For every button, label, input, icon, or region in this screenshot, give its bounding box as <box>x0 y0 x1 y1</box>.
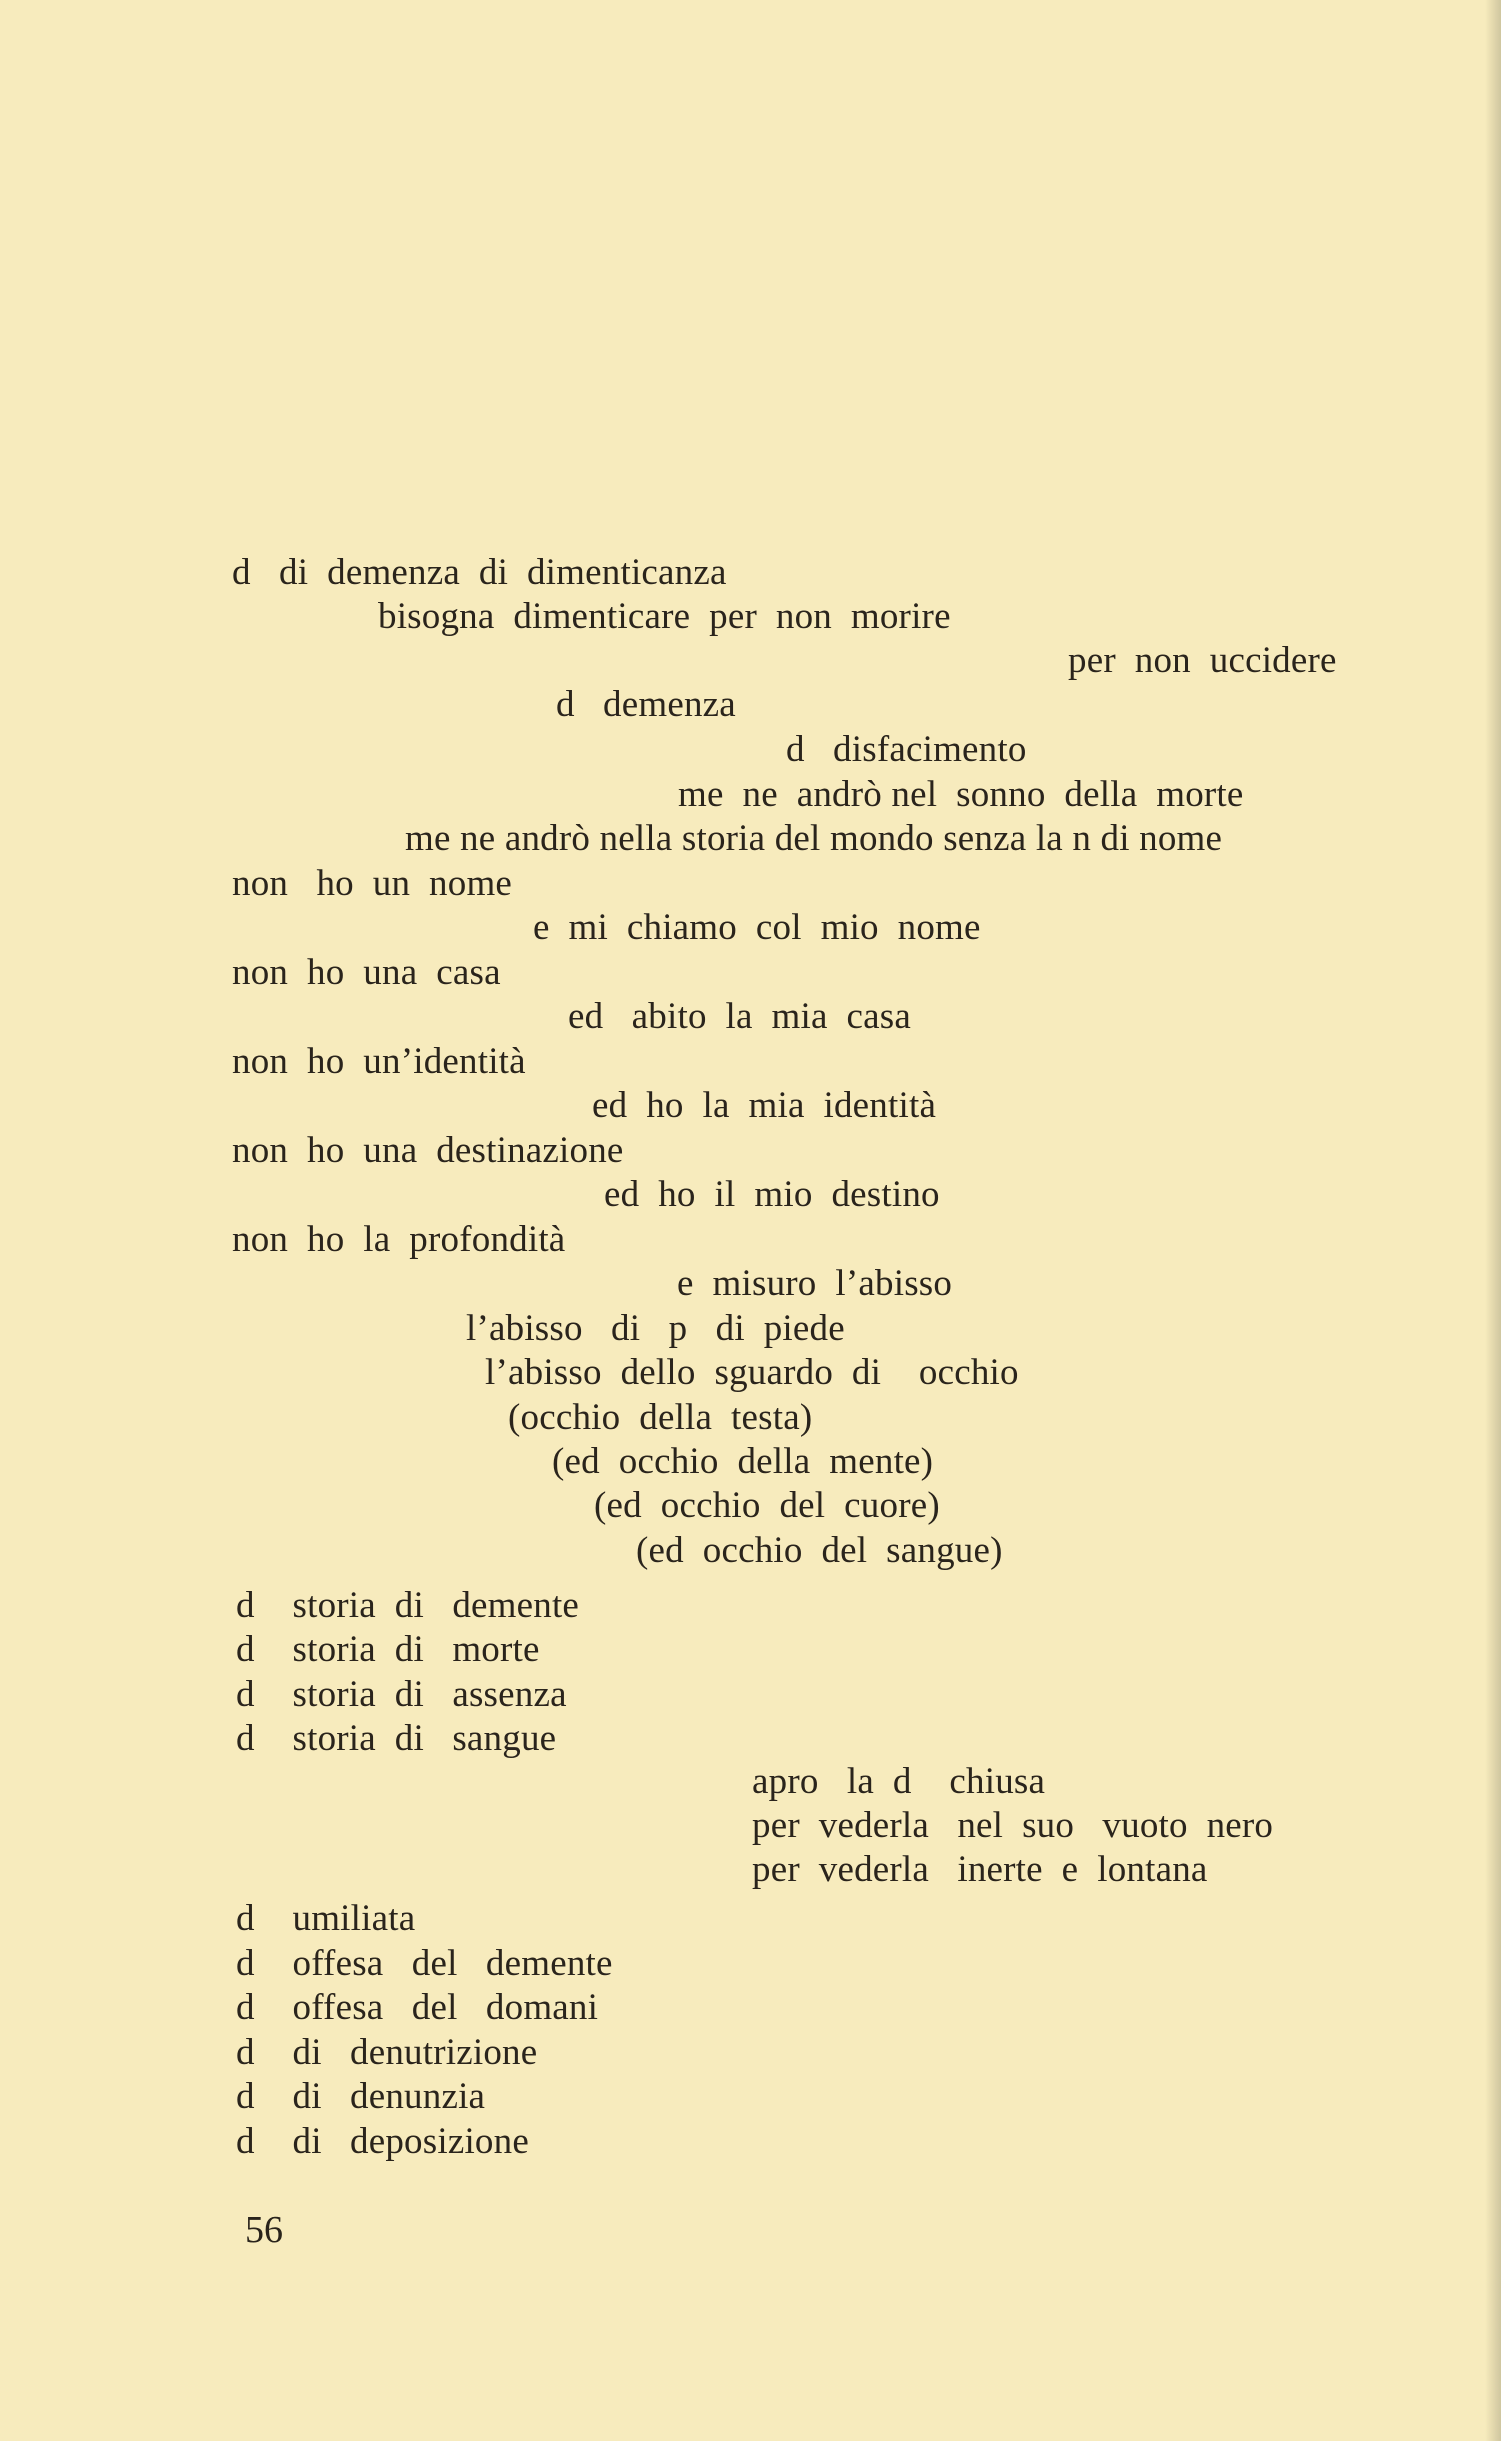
poem-line: (ed occhio del sangue) <box>636 1530 1003 1571</box>
poem-line: d umiliata <box>236 1898 416 1939</box>
poem-line: (ed occhio della mente) <box>552 1441 934 1482</box>
poem-line: d storia di assenza <box>236 1674 567 1715</box>
poem-line: d demenza <box>556 684 736 725</box>
poem-line: e mi chiamo col mio nome <box>533 907 981 948</box>
poem-line: d di deposizione <box>236 2121 529 2162</box>
poem-line: non ho una destinazione <box>232 1130 624 1171</box>
poem-line: d di denunzia <box>236 2076 486 2117</box>
poem-line: bisogna dimenticare per non morire <box>378 596 951 637</box>
poem-line: per vederla inerte e lontana <box>752 1849 1208 1890</box>
poem-line: e misuro l’abisso <box>677 1263 953 1304</box>
poem-line: non ho la profondità <box>232 1219 566 1260</box>
poem-line: (ed occhio del cuore) <box>594 1485 940 1526</box>
poem-line: ed abito la mia casa <box>568 996 912 1037</box>
poem-line: per vederla nel suo vuoto nero <box>752 1805 1274 1846</box>
poem-line: non ho un nome <box>232 863 513 904</box>
poem-line: d offesa del domani <box>236 1987 599 2028</box>
page-number: 56 <box>245 2209 283 2251</box>
poem-line: d storia di demente <box>236 1585 580 1626</box>
poem-line: d disfacimento <box>786 729 1027 770</box>
poem-line: l’abisso di p di piede <box>466 1308 845 1349</box>
poem-line: (occhio della testa) <box>508 1397 813 1438</box>
poem-line: per non uccidere <box>1068 640 1337 681</box>
poem-line: d di denutrizione <box>236 2032 538 2073</box>
poem-line: d di demenza di dimenticanza <box>232 552 727 593</box>
poem-line: non ho una casa <box>232 952 501 993</box>
poem-line: ed ho la mia identità <box>592 1085 937 1126</box>
poem-line: d storia di sangue <box>236 1718 557 1759</box>
poem-line: d storia di morte <box>236 1629 540 1670</box>
poem-line: ed ho il mio destino <box>604 1174 940 1215</box>
poem-line: non ho un’identità <box>232 1041 526 1082</box>
poem-line: me ne andrò nel sonno della morte <box>678 774 1244 815</box>
poem-line: me ne andrò nella storia del mondo senza la n di nome <box>405 818 1223 859</box>
poem-line: apro la d chiusa <box>752 1761 1046 1802</box>
poem-line: l’abisso dello sguardo di occhio <box>485 1352 1019 1393</box>
poem-line: d offesa del demente <box>236 1943 613 1984</box>
